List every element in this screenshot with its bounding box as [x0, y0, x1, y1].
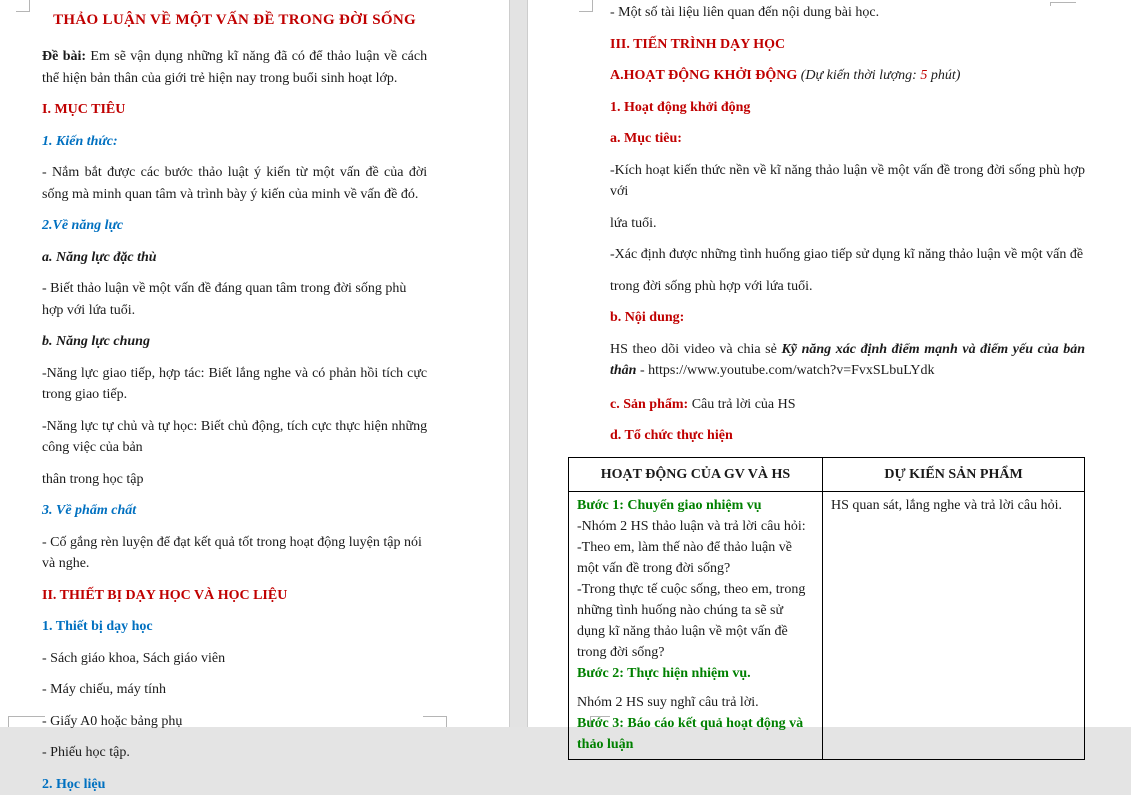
de-bai-text: Em sẽ vận dụng những kĩ năng đã có để thảo luận về cách thể hiện bản thân của giới trẻ hiện nay trong buổi sinh hoạt lớp.	[42, 49, 427, 86]
nang-luc-chung-line: -Năng lực giao tiếp, hợp tác: Biết lắng nghe và có phản hồi tích cực trong giao tiếp.	[42, 363, 427, 406]
noi-dung-video-title: Kỹ năng xác định điểm mạnh và điểm yếu của bản thân	[610, 342, 1085, 379]
heading-to-chuc: d. Tổ chức thực hiện	[610, 425, 1085, 447]
page-corner-mark	[423, 716, 447, 727]
muc-tieu-line: trong đời sống phù hợp với lứa tuổi.	[610, 276, 1085, 298]
nang-luc-chung-line: -Năng lực tự chủ và tự học: Biết chủ động, tích cực thực hiện những công việc của bản	[42, 416, 427, 459]
muc-tieu-line: lứa tuổi.	[610, 213, 1085, 235]
step-3-label: Bước 3: Báo cáo kết quả hoạt động và thảo luận	[577, 713, 814, 755]
pham-chat-paragraph: - Cố gắng rèn luyện để đạt kết quả tốt trong hoạt động luyện tập nói và nghe.	[42, 532, 427, 575]
list-item: - Máy chiếu, máy tính	[42, 679, 427, 701]
heading-nang-luc-dac-thu: a. Năng lực đặc thù	[42, 247, 427, 269]
left-page-content	[0, 0, 509, 795]
de-bai-label: Đề bài:	[42, 49, 86, 64]
san-pham-paragraph	[610, 394, 1085, 416]
lesson-title: THẢO LUẬN VỀ MỘT VẤN ĐỀ TRONG ĐỜI SỐNG	[42, 10, 427, 30]
step-2-label: Bước 2: Thực hiện nhiệm vụ.	[577, 663, 814, 684]
page-corner-mark	[16, 0, 30, 12]
cell-text: -Trong thực tế cuộc sống, theo em, trong những tình huống nào chúng ta sẽ sử dụng kĩ năng thảo luận về một vấn đề trong đời sống?	[577, 579, 814, 663]
page-corner-mark	[590, 716, 610, 726]
list-item: - Phiếu học tập.	[42, 742, 427, 764]
cell-spacer	[577, 684, 814, 692]
noi-dung-text: HS theo dõi video và chia sẻ	[610, 342, 781, 357]
right-page-content	[528, 0, 1131, 760]
page-corner-mark	[8, 716, 45, 727]
heading-nang-luc: 2.Về năng lực	[42, 215, 427, 237]
cell-text: -Nhóm 2 HS thảo luận và trả lời câu hỏi:	[577, 516, 814, 537]
table-header-row	[569, 457, 1085, 491]
heading-tien-trinh: III. TIẾN TRÌNH DẠY HỌC	[610, 34, 1085, 56]
nang-luc-chung-line: thân trong học tập	[42, 469, 427, 491]
cell-text: Nhóm 2 HS suy nghĩ câu trả lời.	[577, 692, 814, 713]
heading-khoi-dong: 1. Hoạt động khởi động	[610, 97, 1085, 119]
cell-text: -Theo em, làm thế nào để thảo luận về một vấn đề trong đời sống?	[577, 537, 814, 579]
noi-dung-paragraph	[610, 339, 1085, 382]
nang-luc-chung-paragraph	[42, 363, 427, 491]
heading-nang-luc-chung: b. Năng lực chung	[42, 331, 427, 353]
heading-hoc-lieu: 2. Học liệu	[42, 774, 427, 795]
activity-table	[568, 457, 1085, 760]
time-note-value: 5	[920, 68, 927, 83]
muc-tieu-paragraph	[610, 160, 1085, 298]
noi-dung-url: - https://www.youtube.com/watch?v=FvxSLbuLYdk	[636, 363, 934, 378]
list-item: - Sách giáo khoa, Sách giáo viên	[42, 648, 427, 670]
list-item: - Giấy A0 hoặc bảng phụ	[42, 711, 427, 733]
page-corner-mark	[1050, 2, 1076, 6]
page-corner-mark	[579, 0, 593, 12]
san-pham-text: Câu trả lời của HS	[688, 397, 795, 412]
cell-text: HS quan sát, lắng nghe và trả lời câu hỏi.	[831, 495, 1076, 516]
heading-noi-dung: b. Nội dung:	[610, 307, 1085, 329]
san-pham-label: c. Sản phẩm:	[610, 397, 688, 412]
step-1-label: Bước 1: Chuyển giao nhiệm vụ	[577, 495, 814, 516]
muc-tieu-line: -Kích hoạt kiến thức nền về kĩ năng thảo luận về một vấn đề trong đời sống phù hợp với	[610, 160, 1085, 203]
table-cell-san-pham	[823, 491, 1085, 759]
page-gap	[509, 0, 528, 727]
page-left	[0, 0, 509, 727]
de-bai-paragraph	[42, 46, 427, 89]
time-note-prefix: (Dự kiến thời lượng:	[797, 68, 920, 83]
heading-thiet-bi-day-hoc: 1. Thiết bị dạy học	[42, 616, 427, 638]
heading-thiet-bi: II. THIẾT BỊ DẠY HỌC VÀ HỌC LIỆU	[42, 585, 427, 607]
table-row	[569, 491, 1085, 759]
tai-lieu-paragraph: - Một số tài liệu liên quan đến nội dung bài học.	[610, 2, 1085, 24]
heading-kien-thuc: 1. Kiến thức:	[42, 131, 427, 153]
heading-muc-tieu-a: a. Mục tiêu:	[610, 128, 1085, 150]
table-header-gv-hs: HOẠT ĐỘNG CỦA GV VÀ HS	[569, 457, 823, 491]
nang-luc-dac-thu-paragraph: - Biết thảo luận về một vấn đề đáng quan tâm trong đời sống phù hợp với lứa tuổi.	[42, 278, 427, 321]
heading-hoat-dong-khoi-dong	[610, 65, 1085, 87]
page-right	[528, 0, 1131, 727]
heading-pham-chat: 3. Về phẩm chất	[42, 500, 427, 522]
kien-thuc-paragraph: - Nắm bắt được các bước thảo luật ý kiến từ một vấn đề của đời sống mà minh quan tâm và trình bày ý kiến của minh về vấn đề đó.	[42, 162, 427, 205]
time-note-suffix: phút)	[927, 68, 960, 83]
heading-muc-tieu: I. MỤC TIÊU	[42, 99, 427, 121]
hoat-dong-label: A.HOẠT ĐỘNG KHỞI ĐỘNG	[610, 68, 797, 83]
table-header-san-pham: DỰ KIẾN SẢN PHẨM	[823, 457, 1085, 491]
muc-tieu-line: -Xác định được những tình huống giao tiếp sử dụng kĩ năng thảo luận về một vấn đề	[610, 244, 1085, 266]
